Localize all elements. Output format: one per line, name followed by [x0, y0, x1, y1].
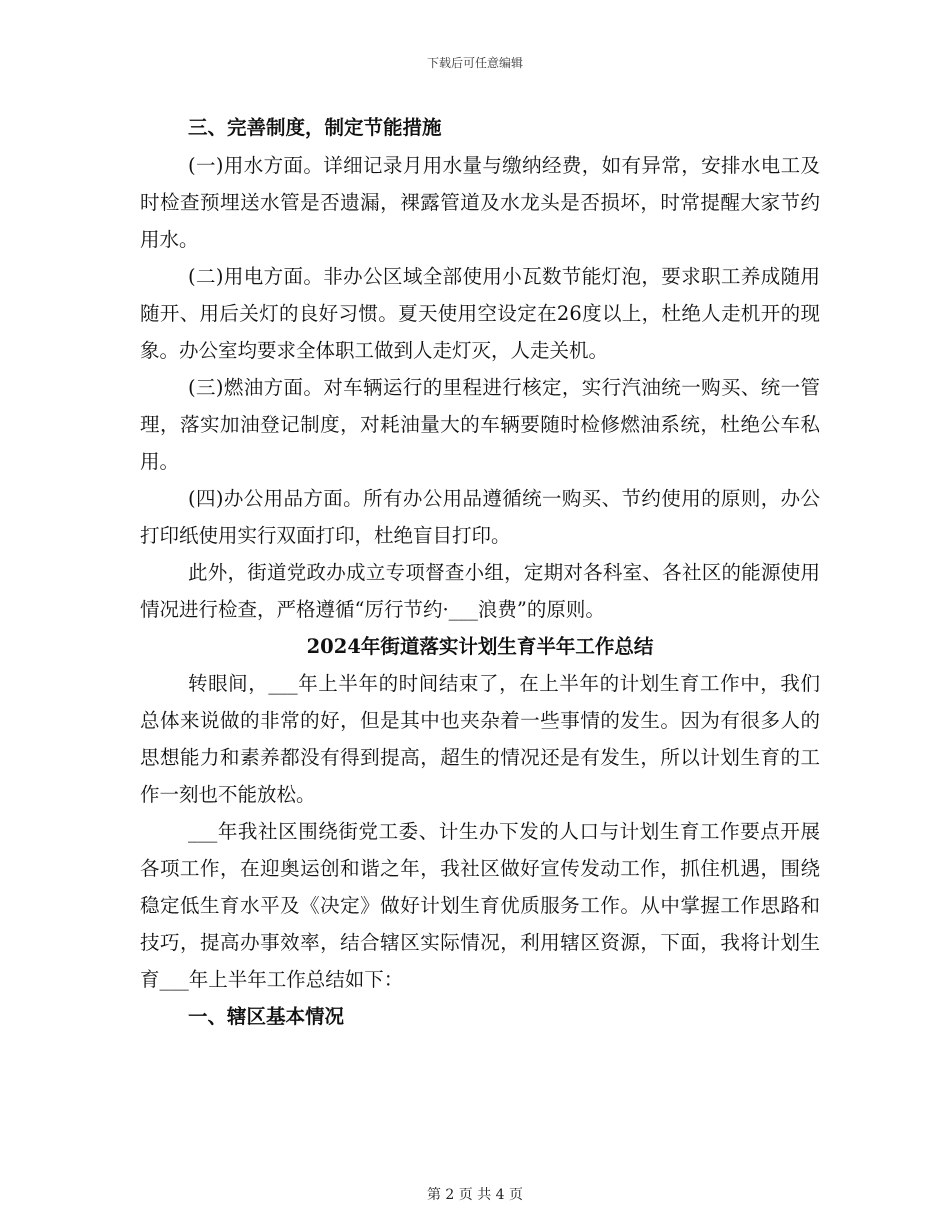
section-heading-improve-system: 三、完善制度，制定节能措施	[188, 116, 442, 139]
paragraph-intro: 转眼间，___年上半年的时间结束了，在上半年的计划生育工作中，我们总体来说做的非常的好，但是其中也夹杂着一些事情的发生。因为有很多人的思想能力和素养都没有得到提高，超生的情况还是有发生，所以计划生育的工作一刻也不能放松。	[140, 672, 820, 806]
document-body	[140, 109, 820, 1036]
section-heading-district-overview: 一、辖区基本情况	[188, 1005, 345, 1028]
paragraph-fuel: (三)燃油方面。对车辆运行的里程进行核定，实行汽油统一购买、统一管理，落实加油登记制度，对耗油量大的车辆要随时检修燃油系统，杜绝公车私用。	[140, 376, 820, 473]
paragraph-office-supplies: (四)办公用品方面。所有办公用品遵循统一购买、节约使用的原则，办公打印纸使用实行双面打印，杜绝盲目打印。	[140, 487, 820, 547]
page-header: 下载后可任意编辑	[426, 56, 523, 70]
paragraph-supervision: 此外，街道党政办成立专项督查小组，定期对各科室、各社区的能源使用情况进行检查，严格遵循“厉行节约·___浪费”的原则。	[140, 561, 820, 621]
document-title: 2024年街道落实计划生育半年工作总结	[306, 635, 654, 658]
paragraph-community-work: ___年我社区围绕街党工委、计生办下发的人口与计划生育工作要点开展各项工作，在迎奥运创和谐之年，我社区做好宣传发动工作，抓住机遇，围绕稳定低生育水平及《决定》做好计划生育优质服务工作。从中掌握工作思路和技巧，提高办事效率，结合辖区实际情况，利用辖区资源，下面，我将计划生育___年上半年工作总结如下：	[140, 820, 820, 991]
paragraph-water: (一)用水方面。详细记录月用水量与缴纳经费，如有异常，安排水电工及时检查预埋送水管是否遗漏，裸露管道及水龙头是否损坏，时常提醒大家节约用水。	[140, 154, 820, 251]
page-footer: 第 2 页 共 4 页	[426, 1187, 524, 1203]
paragraph-electricity: (二)用电方面。非办公区域全部使用小瓦数节能灯泡，要求职工养成随用随开、用后关灯的良好习惯。夏天使用空设定在26度以上，杜绝人走机开的现象。办公室均要求全体职工做到人走灯灭，人走关机。	[140, 265, 820, 362]
